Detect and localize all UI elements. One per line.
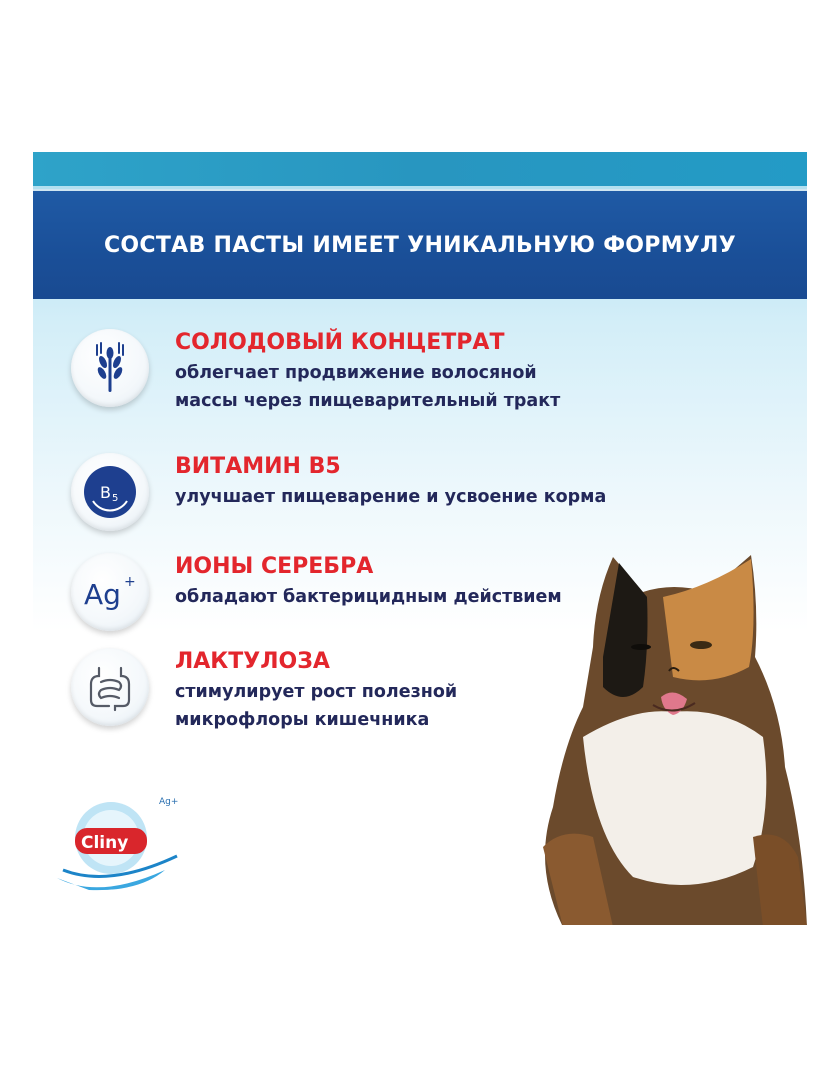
svg-text:+: + xyxy=(124,574,136,590)
feature-description: обладают бактерицидным действием xyxy=(175,587,562,607)
feature-lactulose xyxy=(71,648,457,734)
svg-text:Ag: Ag xyxy=(84,578,121,611)
feature-title: ЛАКТУЛОЗА xyxy=(175,649,330,674)
feature-description: улучшает пищеварение и усвоение корма xyxy=(175,487,607,507)
cliny-logo xyxy=(49,792,189,902)
feature-description: облегчает продвижение волосяной массы через пищеварительный тракт xyxy=(175,363,561,411)
svg-text:5: 5 xyxy=(112,493,119,504)
feature-vitamin-b5 xyxy=(71,453,606,531)
product-info-card xyxy=(33,152,807,925)
header-band xyxy=(33,189,807,299)
vitamin-b5-icon xyxy=(71,453,149,531)
feature-description: стимулирует рост полезной микрофлоры кишечника xyxy=(175,682,458,730)
feature-silver-ions xyxy=(71,553,562,631)
intestine-icon xyxy=(71,648,149,726)
header-title: СОСТАВ ПАСТЫ ИМЕЕТ УНИКАЛЬНУЮ ФОРМУЛУ xyxy=(103,232,737,258)
feature-malt xyxy=(71,329,560,415)
feature-title: СОЛОДОВЫЙ КОНЦЕТРАТ xyxy=(175,330,505,355)
feature-title: ВИТАМИН В5 xyxy=(175,454,341,479)
silver-ion-icon xyxy=(71,553,149,631)
wheat-icon xyxy=(71,329,149,407)
top-strip xyxy=(33,152,807,186)
svg-text:Cliny: Cliny xyxy=(81,833,129,853)
feature-title: ИОНЫ СЕРЕБРА xyxy=(175,554,374,579)
svg-text:B: B xyxy=(100,483,111,502)
cat-photo xyxy=(523,537,807,925)
svg-text:Ag+: Ag+ xyxy=(159,797,179,807)
